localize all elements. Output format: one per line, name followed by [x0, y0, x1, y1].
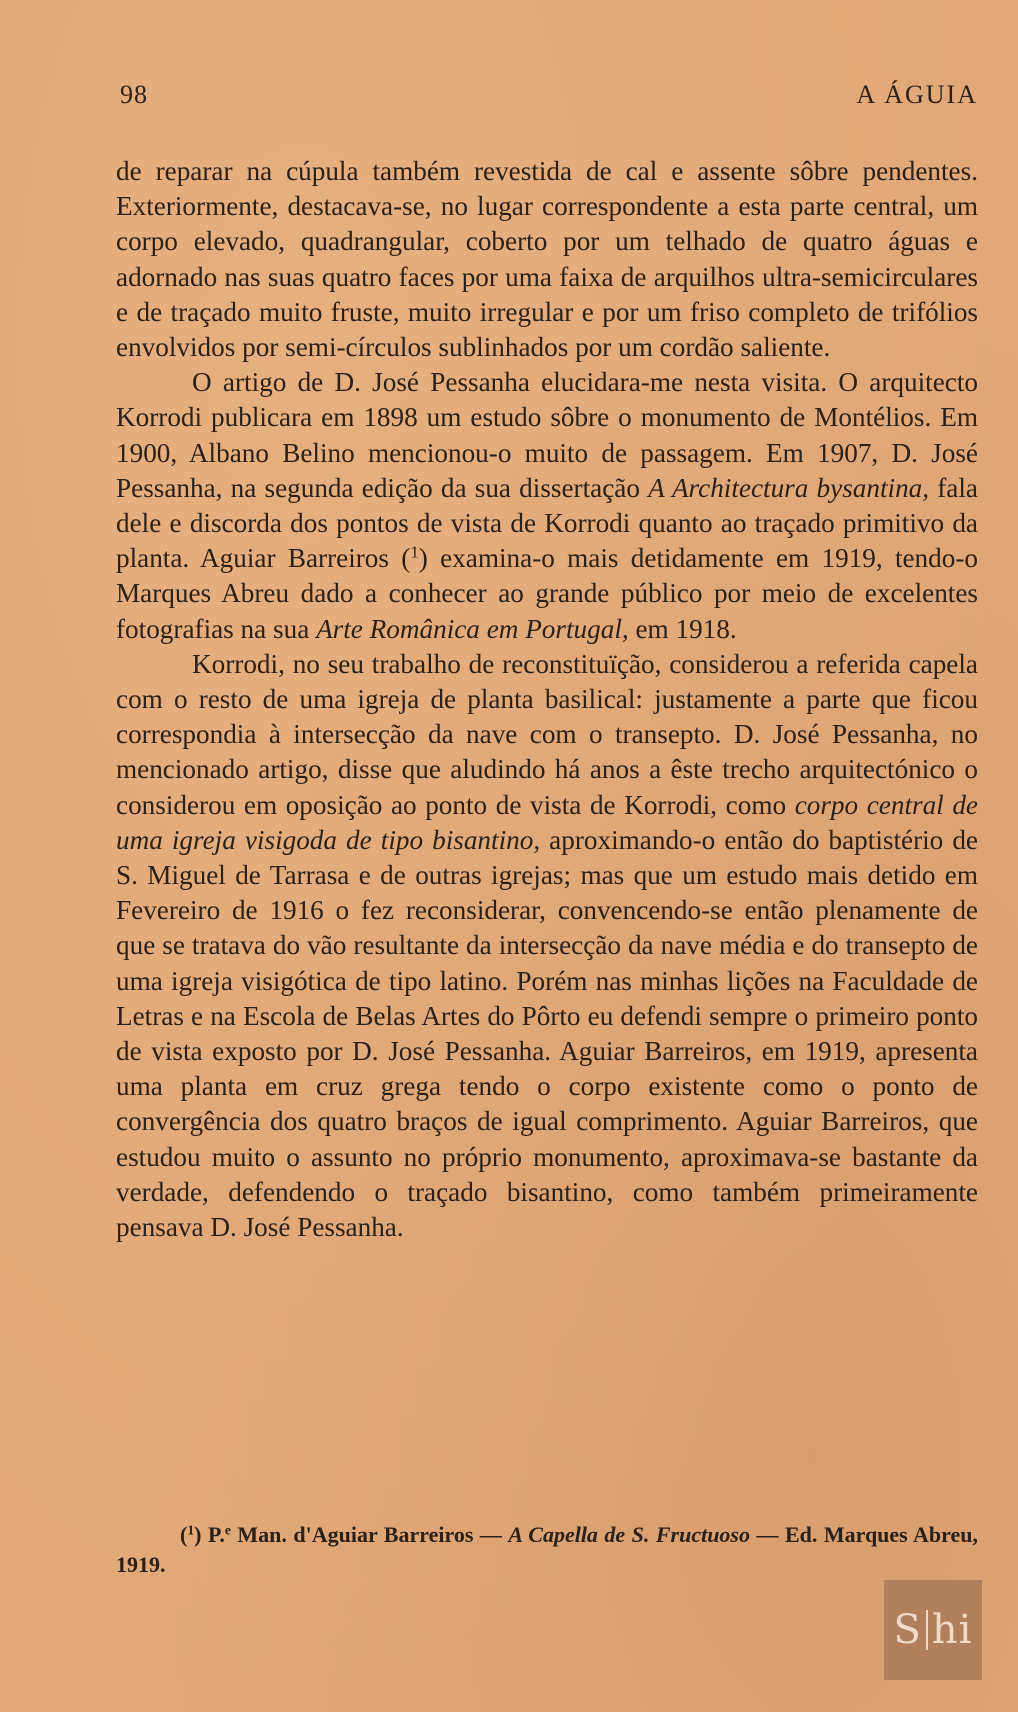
- footnote-title: A Capella de S. Fructuoso: [508, 1522, 750, 1547]
- footnote-paren-open: (: [180, 1522, 188, 1547]
- paragraph-1-text: de reparar na cúpula também revestida de cal e assente sôbre pendentes. Exteriormente, destacava-se, no lugar correspondente a esta parte central, um corpo elevado, quadrangular, coberto por um telhado de quatro águas e adornado nas suas quatro faces por uma faixa de arquilhos ultra-semicirculares e de traçado muito fruste, muito irregular e por um friso completo de trifólios envolvidos por semi-círculos sublinhados por um cordão saliente.: [116, 156, 978, 363]
- paragraph-2-text-d: em 1918.: [628, 613, 737, 644]
- footnote-text-c: — Ed. Marques Abreu, 1919.: [116, 1522, 978, 1577]
- paragraph-3-text-b: aproximando-o então do baptistério de S. Miguel de Tarrasa e de outras igrejas; mas que um estudo mais detido em Fevereiro de 1916 o fez reconsiderar, convencendo-se então plenamente de que se tratava do vão resultante da intersecção da nave média e do transepto de uma igreja visigótica de tipo latino. Porém nas minhas lições na Faculdade de Letras e na Escola de Belas Artes do Pôrto eu defendi sempre o primeiro ponto de vista exposto por D. José Pessanha. Aguiar Barreiros, em 1919, apresenta uma planta em cruz grega tendo o corpo existente como o ponto de convergência dos quatro braços de igual comprimento. Aguiar Barreiros, que estudou muito o assunto no próprio monumento, aproximava-se bastante da verdade, defendendo o traçado bisantino, como também primeiramente pensava D. José Pessanha.: [116, 824, 978, 1243]
- paragraph-2-text-b: fala dele e discorda dos pontos de vista de Korrodi quanto ao traçado primitivo da planta. Aguiar Barreiros (: [116, 472, 978, 574]
- page-number: 98: [120, 80, 148, 109]
- title-architectura-bysantina: A Architectura bysantina,: [648, 472, 930, 503]
- watermark-logo: [884, 1580, 982, 1680]
- logo-letter-s: S: [893, 1607, 922, 1653]
- italic-corpo-central: corpo central de uma igreja visigoda de tipo bisantino,: [116, 789, 978, 855]
- running-title: A ÁGUIA: [856, 80, 978, 109]
- paragraph-1: [116, 154, 978, 365]
- logo-letters-hi: hi: [931, 1607, 973, 1653]
- paragraph-2-text-c: ) examina-o mais detidamente em 1919, tendo-o Marques Abreu dado a conhecer ao grande público por meio de excelentes fotografias na sua: [116, 543, 978, 644]
- logo-bar: [926, 1610, 928, 1650]
- page-header: [120, 80, 978, 116]
- paragraph-2-text-a: O artigo de D. José Pessanha elucidara-me nesta visita. O arquitecto Korrodi publicara em 1898 um estudo sôbre o monumento de Montélios. Em 1900, Albano Belino mencionou-o muito de passagem. Em 1907, D. José Pessanha, na segunda edição da sua dissertação: [116, 367, 978, 503]
- footnote-text-a: P.: [207, 1522, 225, 1547]
- paragraph-2: [116, 365, 978, 647]
- footnote-sup-e: e: [224, 1522, 231, 1538]
- footnote-ref: 1: [410, 542, 419, 562]
- paragraph-3: [116, 647, 978, 1245]
- footnote: [116, 1520, 978, 1580]
- body-text: [116, 154, 978, 1245]
- footnote-number: 1: [187, 1522, 195, 1538]
- footnote-text-b: Man. d'Aguiar Barreiros —: [230, 1522, 509, 1547]
- title-arte-romanica: Arte Românica em Portugal,: [316, 613, 629, 644]
- footnote-1: [116, 1520, 978, 1580]
- footnote-paren-close: ): [194, 1522, 208, 1547]
- paragraph-3-text-a: Korrodi, no seu trabalho de reconstituïção, considerou a referida capela com o resto de uma igreja de planta basilical: justamente a parte que ficou correspondia à intersecção da nave com o transepto. D. José Pessanha, no mencionado artigo, disse que aludindo há anos a êste trecho arquitectónico o considerou em oposição ao ponto de vista de Korrodi, como: [116, 648, 978, 820]
